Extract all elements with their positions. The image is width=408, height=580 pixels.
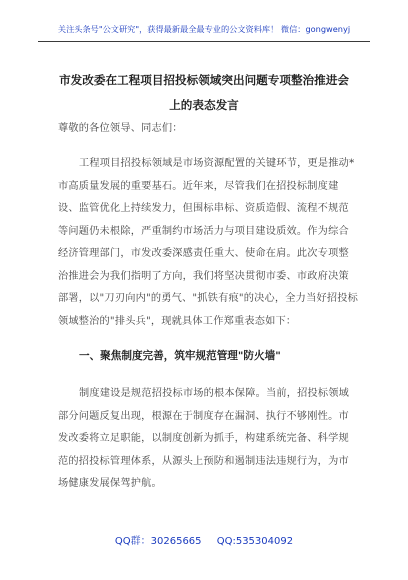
title-line-2: 上的表态发言 [169,98,239,112]
paragraph-1: 工程项目招投标领域是市场资源配置的关键环节，更是推动*市高质量发展的重要基石。近年来，尽管我们在招投标制度建设、监管优化上持续发力，但围标串标、资质造假、流程不规范等问题仍未根除，严重制约市场活力与项目建设质效。作为综合经济管理部门，市发改委深感责任重大、使命在肩。此次专项整治推进会为我们指明了方向，我们将坚决贯彻市委、市政府决策部署，以"刀刃向内"的勇气、"抓铁有痕"的决心，全力当好招投标领域整治的"排头兵"，现就具体工作郑重表态如下： [58,158,359,327]
salutation: 尊敬的各位领导、同志们： [58,123,183,134]
footer-contact [0,532,408,547]
paragraph-2: 制度建设是规范招投标市场的根本保障。当前，招投标领域部分问题反复出现，根源在于制度存在漏洞、执行不够刚性。市发改委将立足职能，以制度创新为抓手，构建系统完备、科学规范的招投标管理体系，从源头上预防和遏制违法违规行为，为市场健康发展保驾护航。 [58,388,350,489]
document-title [40,68,368,118]
qq-group-text: QQ群：30265665 [114,536,202,547]
title-line-1: 市发改委在工程项目招投标领域突出问题专项整治推进会 [59,73,349,87]
header-banner: 关注头条号"公文研究"，获得最新最全最专业的公文资料库！ 微信：gongwenyj [38,24,370,42]
qq-number-text: QQ:535304092 [216,536,294,547]
section-heading-1: 一、聚焦制度完善，筑牢规范管理"防火墙" [79,350,281,362]
